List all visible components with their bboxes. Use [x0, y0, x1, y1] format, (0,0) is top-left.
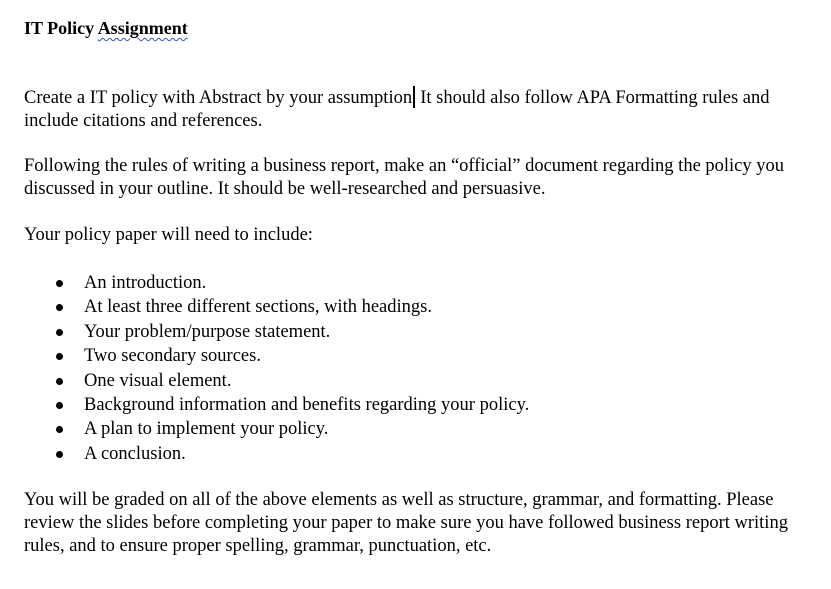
list-item [24, 321, 529, 345]
list-item-text: A plan to implement your policy. [84, 419, 329, 440]
title-prefix: IT Policy [24, 18, 98, 38]
list-item-text: Background information and benefits regarding your policy. [84, 394, 530, 415]
list-item [24, 272, 529, 296]
list-item-text: Your problem/purpose statement. [84, 321, 331, 342]
paragraph-instructions [24, 86, 814, 133]
document-title [24, 17, 188, 40]
paragraph-include-intro: Your policy paper will need to include: [24, 225, 313, 245]
list-item [24, 345, 529, 369]
list-item-text: One visual element. [84, 370, 232, 391]
list-item-text: An introduction. [84, 273, 207, 293]
paragraph-instructions-start: Create a IT policy with Abstract by your assumption [24, 88, 413, 108]
text-cursor [413, 86, 415, 108]
list-item-text: At least three different sections, with headings. [84, 297, 432, 318]
list-item [24, 296, 529, 320]
list-item-text: A conclusion. [84, 443, 186, 464]
list-item [24, 418, 529, 442]
paragraph-business-report: Following the rules of writing a business report, make an “official” document regarding the policy you discussed in your outline. It should be well-researched and persuasive. [24, 156, 785, 199]
bullet-icon [56, 280, 63, 287]
list-item [24, 370, 529, 394]
bullet-icon [56, 353, 63, 360]
bullet-icon [56, 378, 63, 385]
list-item-text: Two secondary sources. [84, 346, 261, 367]
bullet-icon [56, 329, 63, 336]
requirements-list [24, 272, 529, 467]
paragraph-instructions-end: It should also follow APA Formatting rules and include citations and references. [24, 88, 770, 131]
bullet-icon [56, 304, 63, 311]
list-item [24, 394, 529, 418]
bullet-icon [56, 451, 63, 458]
list-item [24, 443, 529, 467]
bullet-icon [56, 402, 63, 409]
title-misspelled-word: Assignment [97, 18, 188, 38]
bullet-icon [56, 426, 63, 433]
paragraph-grading: You will be graded on all of the above elements as well as structure, grammar, and formatting. Please review the slides before completing your paper to make sure you have followed business report writing rules, and to ensure proper spelling, grammar, punctuation, etc. [24, 490, 788, 556]
